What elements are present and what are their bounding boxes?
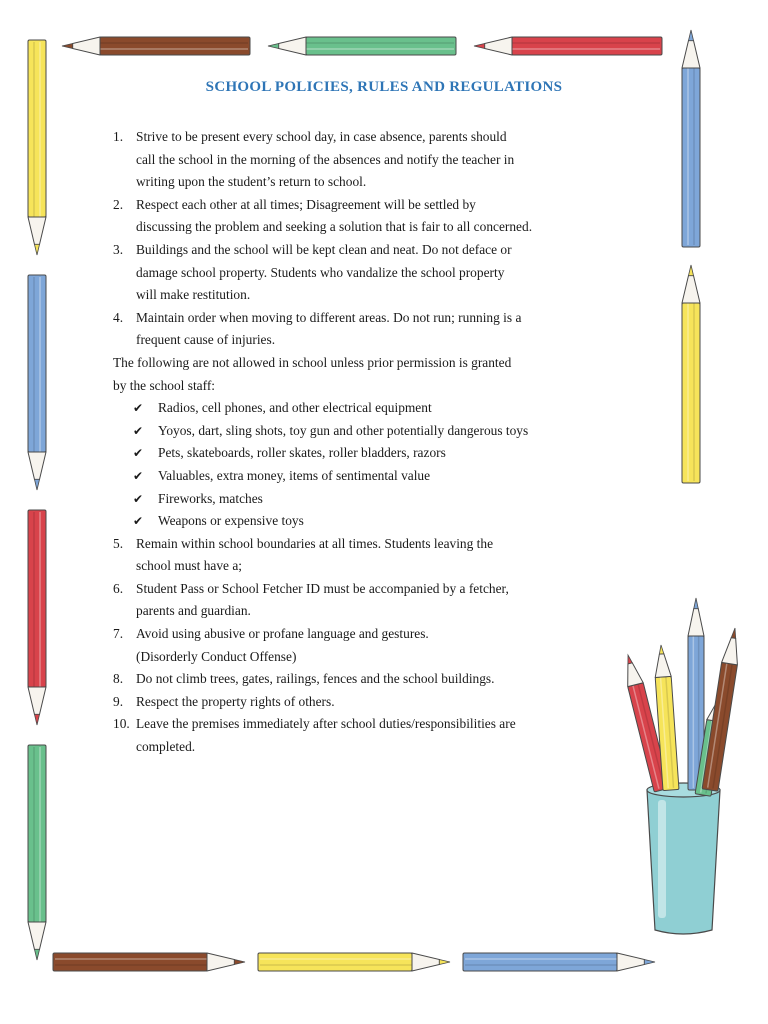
- not-allowed-item: [113, 488, 593, 511]
- bottom-pencil-brown: [53, 953, 245, 971]
- rule-text-line: Student Pass or School Fetcher ID must be accompanied by a fetcher,: [136, 580, 509, 596]
- rule-text-line: completed.: [136, 739, 196, 755]
- rule-item: [113, 578, 593, 623]
- rule-text-line: call the school in the morning of the absences and notify the teacher in: [136, 151, 515, 167]
- rules-body: [113, 126, 593, 759]
- bottom-pencil-yellow: [258, 953, 450, 971]
- rule-item: [113, 668, 593, 691]
- rule-text-line: school must have a;: [136, 558, 242, 574]
- not-allowed-intro: [113, 352, 593, 397]
- right-pencil-blue: [682, 30, 700, 247]
- rule-text-line: writing upon the student’s return to school.: [136, 174, 367, 190]
- not-allowed-item: [113, 420, 593, 443]
- rule-text-line: Respect each other at all times; Disagreement will be settled by: [136, 196, 476, 212]
- rule-text-line: Strive to be present every school day, in case absence, parents should: [136, 129, 507, 144]
- checkmark-icon: ✔: [133, 423, 144, 438]
- top-pencil-brown: [62, 37, 250, 55]
- rule-number: 6.: [113, 580, 124, 596]
- checkmark-icon: ✔: [133, 401, 144, 416]
- rule-item: [113, 713, 593, 758]
- rule-text-line: Respect the property rights of others.: [136, 693, 335, 709]
- rule-text-line: frequent cause of injuries.: [136, 332, 276, 348]
- rule-text-line: will make restitution.: [136, 287, 251, 303]
- rule-text-line: Leave the premises immediately after school duties/responsibilities are: [136, 716, 516, 732]
- rules-list-1-4: [113, 126, 593, 352]
- rule-item: [113, 307, 593, 352]
- rule-item: [113, 623, 593, 668]
- checkmark-icon: ✔: [133, 514, 144, 529]
- pencil-cup-illustration: [647, 783, 720, 934]
- not-allowed-item: [113, 510, 593, 533]
- rule-number: 5.: [113, 535, 124, 551]
- rule-text-line: damage school property. Students who vandalize the school property: [136, 264, 505, 280]
- intro-line: by the school staff:: [113, 377, 216, 393]
- rule-item: [113, 239, 593, 307]
- checkmark-icon: ✔: [133, 491, 144, 506]
- left-pencil-red: [28, 510, 46, 725]
- rule-text-line: Buildings and the school will be kept clean and neat. Do not deface or: [136, 241, 512, 257]
- rule-number: 1.: [113, 129, 124, 144]
- rule-text-line: (Disorderly Conduct Offense): [136, 648, 297, 664]
- not-allowed-item: [113, 442, 593, 465]
- rule-text-line: Maintain order when moving to different areas. Do not run; running is a: [136, 309, 522, 325]
- rules-list-5-10: [113, 533, 593, 759]
- rule-number: 2.: [113, 196, 124, 212]
- left-pencil-blue: [28, 275, 46, 490]
- rule-number: 10.: [113, 716, 130, 732]
- checkmark-icon: ✔: [133, 468, 144, 483]
- not-allowed-item: [113, 465, 593, 488]
- top-pencil-red: [474, 37, 662, 55]
- rule-text-line: discussing the problem and seeking a solution that is fair to all concerned.: [136, 219, 533, 235]
- rule-item: [113, 533, 593, 578]
- rule-text-line: Avoid using abusive or profane language and gestures.: [136, 626, 429, 642]
- not-allowed-text: Radios, cell phones, and other electrical equipment: [158, 400, 432, 416]
- rule-text-line: Do not climb trees, gates, railings, fences and the school buildings.: [136, 671, 495, 687]
- rule-text-line: parents and guardian.: [136, 603, 251, 619]
- rule-number: 3.: [113, 241, 124, 257]
- checkmark-icon: ✔: [133, 446, 144, 461]
- not-allowed-text: Yoyos, dart, sling shots, toy gun and other potentially dangerous toys: [158, 422, 529, 438]
- not-allowed-text: Fireworks, matches: [158, 490, 263, 506]
- left-pencil-green: [28, 745, 46, 960]
- page-title: SCHOOL POLICIES, RULES AND REGULATIONS: [205, 79, 563, 95]
- not-allowed-list: [113, 397, 593, 533]
- rule-number: 8.: [113, 671, 124, 687]
- top-pencil-green: [268, 37, 456, 55]
- not-allowed-text: Weapons or expensive toys: [158, 513, 304, 529]
- rule-text-line: Remain within school boundaries at all times. Students leaving the: [136, 535, 494, 551]
- rule-item: [113, 126, 593, 194]
- rule-item: [113, 194, 593, 239]
- bottom-pencil-blue: [463, 953, 655, 971]
- rule-item: [113, 691, 593, 714]
- not-allowed-text: Pets, skateboards, roller skates, roller bladders, razors: [158, 445, 446, 461]
- intro-line: The following are not allowed in school unless prior permission is granted: [113, 354, 512, 370]
- not-allowed-item: [113, 397, 593, 420]
- rule-number: 7.: [113, 626, 124, 642]
- right-pencil-yellow: [682, 265, 700, 483]
- cup-pencil-brown: [702, 627, 743, 791]
- not-allowed-text: Valuables, extra money, items of sentimental value: [158, 467, 431, 483]
- left-pencil-yellow: [28, 40, 46, 255]
- rule-number: 9.: [113, 693, 124, 709]
- rule-number: 4.: [113, 309, 124, 325]
